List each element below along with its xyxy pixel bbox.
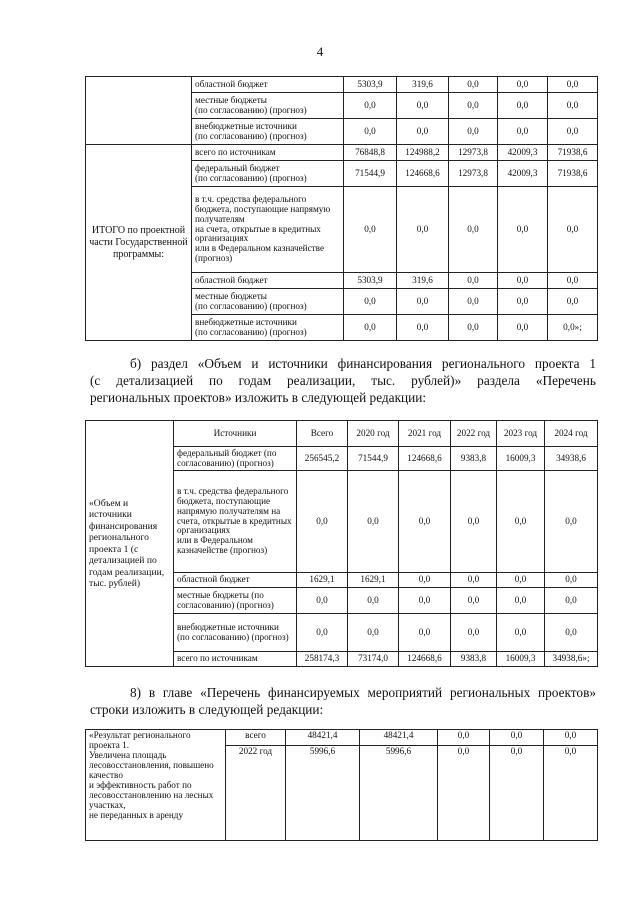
period-cell: всего [226,730,286,746]
value-cell: 42009,3 [498,145,548,161]
value-cell: 9383,8 [451,652,497,667]
paragraph-b-line-2: (с детализацией по годам реализации, тыс. рублей)» раздела «Перечень [90,373,596,388]
header-cell: 2020 год [348,421,399,447]
value-cell: 0,0 [544,730,598,746]
value-cell: 0,0 [498,315,548,341]
value-cell: 0,0»; [548,315,598,341]
value-cell: 42009,3 [498,161,548,187]
value-cell: 0,0 [397,187,449,273]
value-cell: 0,0 [449,119,498,145]
value-cell: 319,6 [397,77,449,93]
value-cell: 0,0 [348,588,399,614]
value-cell: 0,0 [297,614,348,652]
financing-table-2 [85,420,598,667]
paragraph-b-line-1: б) раздел «Объем и источники финансирования регионального проекта 1 [130,356,596,371]
value-cell: 0,0 [545,573,598,588]
project-label: «Объем и источники финансирования регионального проекта 1 (с детализацией по годам реализации, тыс. рублей) [86,421,174,667]
value-cell: 5996,6 [360,746,438,841]
value-cell: 0,0 [397,289,449,315]
value-cell: 0,0 [548,289,598,315]
value-cell: 0,0 [545,614,598,652]
value-cell: 0,0 [544,746,598,841]
page-number: 4 [316,44,324,59]
value-cell: 71544,9 [344,161,397,187]
value-cell: 0,0 [498,93,548,119]
activities-table [85,729,598,841]
source-cell: федеральный бюджет (по согласованию) (прогноз) [192,161,344,187]
value-cell: 124988,2 [397,145,449,161]
value-cell: 124668,6 [399,652,451,667]
value-cell: 0,0 [348,471,399,573]
value-cell: 0,0 [397,119,449,145]
value-cell: 0,0 [548,77,598,93]
source-cell: внебюджетные источники (по согласованию) (прогноз) [192,315,344,341]
header-cell: Источники [174,421,297,447]
value-cell: 0,0 [399,588,451,614]
value-cell: 0,0 [451,588,497,614]
value-cell: 5996,6 [286,746,360,841]
value-cell: 48421,4 [360,730,438,746]
value-cell: 0,0 [498,77,548,93]
value-cell: 0,0 [490,730,544,746]
source-cell: внебюджетные источники (по согласованию) (прогноз) [174,614,297,652]
result-label: «Результат регионального проекта 1. Увеличена площадь лесовосстановления, повышено качество и эффективность работ по лесовосстановлению на лесных участках, не переданных в аренду [86,730,226,841]
paragraph-8 [90,684,596,718]
value-cell: 0,0 [399,614,451,652]
value-cell: 0,0 [449,273,498,289]
value-cell: 16009,3 [497,652,545,667]
value-cell: 0,0 [451,573,497,588]
value-cell: 1629,1 [348,573,399,588]
source-cell: всего по источникам [174,652,297,667]
value-cell: 76848,8 [344,145,397,161]
value-cell: 0,0 [498,187,548,273]
value-cell: 0,0 [344,315,397,341]
source-cell: местные бюджеты (по согласованию) (прогноз) [192,289,344,315]
value-cell: 0,0 [498,289,548,315]
value-cell: 0,0 [297,588,348,614]
value-cell: 258174,3 [297,652,348,667]
value-cell: 34938,6»; [545,652,598,667]
value-cell: 71938,6 [548,145,598,161]
value-cell: 71544,9 [348,447,399,471]
continuation-cell [86,77,192,145]
source-cell: в т.ч. средства федерального бюджета, поступающие напрямую получателям на счета, открытые в кредитных организациях или в Федеральном казначействе (прогноз) [192,187,344,273]
value-cell: 0,0 [498,119,548,145]
value-cell: 0,0 [438,730,490,746]
paragraph-b [90,355,596,406]
value-cell: 124668,6 [399,447,451,471]
value-cell: 16009,3 [497,447,545,471]
value-cell: 1629,1 [297,573,348,588]
paragraph-8-line-1: 8) в главе «Перечень финансируемых мероприятий региональных проектов» [130,685,596,700]
value-cell: 5303,9 [344,273,397,289]
value-cell: 12973,8 [449,145,498,161]
source-cell: областной бюджет [174,573,297,588]
value-cell: 0,0 [397,315,449,341]
value-cell: 0,0 [548,93,598,119]
paragraph-b-line-3: региональных проектов» изложить в следующей редакции: [90,390,427,405]
header-cell: 2022 год [451,421,497,447]
value-cell: 0,0 [497,588,545,614]
value-cell: 71938,6 [548,161,598,187]
value-cell: 0,0 [399,471,451,573]
paragraph-8-line-2: строки изложить в следующей редакции: [90,702,324,717]
value-cell: 0,0 [497,614,545,652]
source-cell: всего по источникам [192,145,344,161]
value-cell: 0,0 [449,187,498,273]
value-cell: 0,0 [438,746,490,841]
value-cell: 0,0 [451,471,497,573]
value-cell: 0,0 [449,289,498,315]
value-cell: 0,0 [297,471,348,573]
source-cell: федеральный бюджет (по согласованию) (прогноз) [174,447,297,471]
period-cell: 2022 год [226,746,286,841]
value-cell: 73174,0 [348,652,399,667]
value-cell: 0,0 [344,289,397,315]
value-cell: 0,0 [449,93,498,119]
source-cell: в т.ч. средства федерального бюджета, поступающие напрямую получателям на счета, открытые в кредитных организациях или в Федеральном казначействе (прогноз) [174,471,297,573]
header-cell: 2023 год [497,421,545,447]
value-cell: 0,0 [545,588,598,614]
header-cell: 2021 год [399,421,451,447]
value-cell: 256545,2 [297,447,348,471]
value-cell: 0,0 [498,273,548,289]
value-cell: 0,0 [497,573,545,588]
value-cell: 0,0 [545,471,598,573]
value-cell: 34938,6 [545,447,598,471]
source-cell: местные бюджеты (по согласованию) (прогноз) [192,93,344,119]
value-cell: 0,0 [399,573,451,588]
value-cell: 0,0 [497,471,545,573]
value-cell: 48421,4 [286,730,360,746]
value-cell: 0,0 [548,119,598,145]
value-cell: 0,0 [548,187,598,273]
source-cell: внебюджетные источники (по согласованию) (прогноз) [192,119,344,145]
value-cell: 0,0 [344,119,397,145]
value-cell: 9383,8 [451,447,497,471]
value-cell: 0,0 [451,614,497,652]
header-cell: Всего [297,421,348,447]
value-cell: 5303,9 [344,77,397,93]
financing-table-1 [85,76,598,341]
value-cell: 12973,8 [449,161,498,187]
value-cell: 0,0 [344,187,397,273]
value-cell: 0,0 [449,77,498,93]
header-cell: 2024 год [545,421,598,447]
total-label: ИТОГО по проектной части Государственной программы: [86,145,192,341]
value-cell: 0,0 [348,614,399,652]
value-cell: 0,0 [397,93,449,119]
value-cell: 0,0 [490,746,544,841]
value-cell: 0,0 [548,273,598,289]
value-cell: 124668,6 [397,161,449,187]
value-cell: 0,0 [344,93,397,119]
source-cell: областной бюджет [192,77,344,93]
value-cell: 319,6 [397,273,449,289]
value-cell: 0,0 [449,315,498,341]
source-cell: местные бюджеты (по согласованию) (прогноз) [174,588,297,614]
source-cell: областной бюджет [192,273,344,289]
